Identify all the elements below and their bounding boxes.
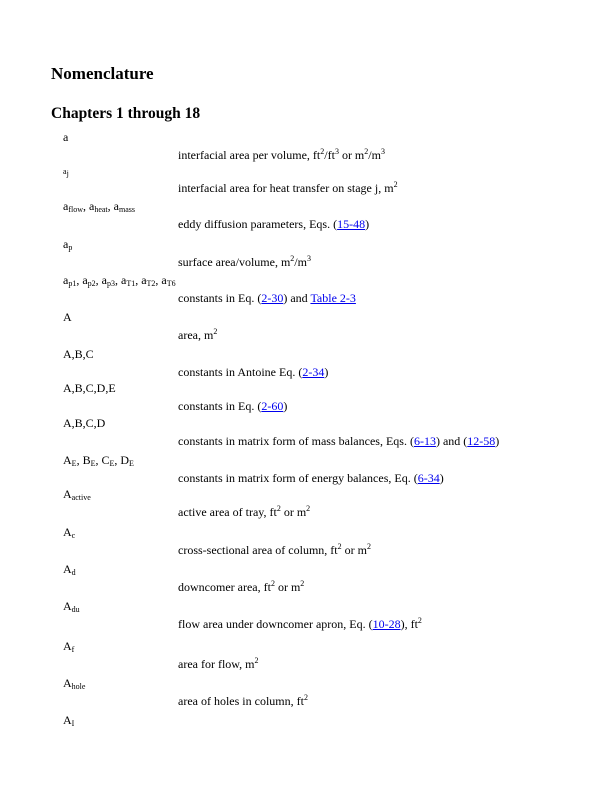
text-run: A: [63, 713, 72, 727]
text-run: ), ft: [400, 617, 418, 631]
nomenclature-description: [178, 399, 287, 413]
superscript: 2: [366, 542, 371, 551]
text-run: ): [365, 217, 370, 231]
text-run: , a: [83, 199, 95, 213]
text-run: downcomer area, ft: [178, 580, 271, 594]
nomenclature-symbol: [63, 310, 72, 324]
superscript: 2: [306, 504, 311, 513]
reference-link[interactable]: 2-30: [261, 291, 284, 305]
text-run: a: [63, 199, 69, 213]
text-run: eddy diffusion parameters, Eqs. (: [178, 217, 338, 231]
text-run: , C: [95, 453, 110, 467]
superscript: 2: [270, 579, 275, 588]
text-run: A,B,C,D: [63, 416, 106, 430]
text-run: a: [63, 237, 69, 251]
page-title: Nomenclature: [51, 64, 154, 83]
text-run: , a: [76, 273, 88, 287]
reference-link[interactable]: 2-34: [302, 365, 325, 379]
subscript: d: [71, 568, 76, 577]
text-run: area for flow, m: [178, 657, 255, 671]
text-run: interfacial area for heat transfer on stage j, m: [178, 181, 394, 195]
subscript: hole: [71, 682, 86, 691]
subscript: active: [71, 493, 91, 502]
text-run: cross-sectional area of column, ft: [178, 543, 338, 557]
nomenclature-symbol: [63, 487, 91, 501]
nomenclature-symbol: [63, 163, 69, 179]
nomenclature-symbol: [63, 199, 135, 213]
nomenclature-description: [178, 580, 304, 594]
text-run: A: [63, 599, 72, 613]
nomenclature-description: [178, 505, 310, 519]
nomenclature-description: [178, 181, 398, 195]
nomenclature-description: [178, 365, 328, 379]
nomenclature-symbol: [63, 416, 105, 430]
text-run: , D: [114, 453, 130, 467]
text-run: surface area/volume, m: [178, 255, 291, 269]
text-run: ) and (: [435, 434, 468, 448]
nomenclature-symbol: [63, 713, 74, 727]
subscript: p1: [68, 279, 77, 288]
text-run: ): [324, 365, 329, 379]
subscript: heat: [94, 205, 108, 214]
text-run: /m: [294, 255, 307, 269]
text-run: /m: [368, 148, 381, 162]
text-run: A: [63, 562, 72, 576]
subscript: E: [129, 459, 134, 468]
text-run: ) and: [283, 291, 311, 305]
reference-link[interactable]: 6-13: [413, 434, 436, 448]
superscript: 2: [337, 542, 342, 551]
text-run: A: [63, 639, 72, 653]
nomenclature-description: [178, 617, 422, 631]
text-run: or m: [280, 505, 307, 519]
nomenclature-description: [178, 291, 356, 305]
superscript: 2: [213, 327, 218, 336]
nomenclature-description: [178, 148, 385, 162]
text-run: A: [63, 487, 72, 501]
text-run: or m: [338, 148, 365, 162]
text-run: A: [63, 310, 72, 324]
text-run: A: [63, 676, 72, 690]
nomenclature-symbol: [63, 525, 75, 539]
nomenclature-symbol: [63, 599, 80, 613]
superscript: 2: [290, 254, 295, 263]
text-run: constants in Antoine Eq. (: [178, 365, 303, 379]
superscript: 2: [303, 693, 308, 702]
subscript: E: [71, 459, 77, 468]
reference-link[interactable]: 2-60: [261, 399, 284, 413]
subscript: p2: [87, 279, 96, 288]
text-run: , a: [135, 273, 147, 287]
text-run: A,B,C,D,E: [63, 381, 116, 395]
nomenclature-description: [178, 328, 217, 342]
text-run: ): [495, 434, 500, 448]
text-run: , a: [107, 199, 119, 213]
reference-link[interactable]: 6-34: [417, 471, 440, 485]
nomenclature-symbol: [63, 237, 72, 251]
reference-link[interactable]: 10-28: [372, 617, 401, 631]
subscript: E: [109, 459, 115, 468]
nomenclature-symbol: [63, 676, 85, 690]
subscript: T2: [146, 279, 156, 288]
nomenclature-symbol: [63, 273, 176, 287]
nomenclature-description: [178, 657, 259, 671]
nomenclature-description: [178, 694, 308, 708]
superscript: 2: [254, 656, 259, 665]
nomenclature-symbol: [63, 562, 76, 576]
reference-link[interactable]: Table 2-3: [310, 291, 356, 305]
text-run: , a: [95, 273, 107, 287]
subscript: du: [71, 605, 80, 614]
nomenclature-description: [178, 255, 311, 269]
subscript: E: [90, 459, 96, 468]
text-run: area, m: [178, 328, 214, 342]
superscript: 2: [320, 147, 325, 156]
text-run: constants in matrix form of mass balances, Eqs. (: [178, 434, 414, 448]
subscript: f: [71, 645, 75, 654]
section-heading: Chapters 1 through 18: [51, 105, 201, 122]
text-run: interfacial area per volume, ft: [178, 148, 321, 162]
subscript: p3: [106, 279, 115, 288]
subscript: p: [68, 243, 73, 252]
superscript: 3: [380, 147, 385, 156]
text-run: active area of tray, ft: [178, 505, 277, 519]
text-run: flow area under downcomer apron, Eq. (: [178, 617, 373, 631]
nomenclature-description: [178, 471, 444, 485]
text-run: constants in matrix form of energy balances, Eq. (: [178, 471, 418, 485]
nomenclature-symbol: [63, 130, 68, 144]
text-run: or m: [274, 580, 301, 594]
subscript: flow: [68, 205, 83, 214]
superscript: 2: [300, 579, 305, 588]
reference-link[interactable]: 12-58: [467, 434, 496, 448]
superscript: 2: [393, 180, 398, 189]
text-run: , B: [76, 453, 91, 467]
text-run: A: [63, 453, 72, 467]
text-run: ): [283, 399, 288, 413]
text-run: or m: [341, 543, 367, 557]
text-run: , a: [114, 273, 127, 287]
superscript: 2: [276, 504, 281, 513]
subscript: j: [66, 169, 69, 178]
text-run: constants in Eq. (: [178, 399, 262, 413]
superscript: 3: [306, 254, 311, 263]
text-run: , a: [155, 273, 167, 287]
superscript: 2: [364, 147, 369, 156]
subscript: T6: [166, 279, 176, 288]
superscript: 2: [417, 616, 422, 625]
nomenclature-description: [178, 543, 371, 557]
text-run: constants in Eq. (: [178, 291, 262, 305]
text-run: A,B,C: [63, 347, 94, 361]
nomenclature-symbol: [63, 639, 74, 653]
text-run: a: [63, 130, 69, 144]
nomenclature-symbol: [63, 347, 94, 361]
subscript: T1: [126, 279, 136, 288]
nomenclature-description: [178, 217, 369, 231]
subscript: mass: [118, 205, 135, 214]
nomenclature-symbol: [63, 453, 134, 467]
text-run: /ft: [324, 148, 335, 162]
text-run: ): [439, 471, 444, 485]
subscript: c: [71, 531, 76, 540]
text-run: a: [63, 167, 67, 176]
subscript: I: [71, 719, 75, 728]
superscript: 3: [334, 147, 339, 156]
text-run: A: [63, 525, 72, 539]
nomenclature-symbol: [63, 381, 116, 395]
nomenclature-description: [178, 434, 499, 448]
text-run: area of holes in column, ft: [178, 694, 304, 708]
reference-link[interactable]: 15-48: [337, 217, 366, 231]
text-run: a: [63, 273, 69, 287]
